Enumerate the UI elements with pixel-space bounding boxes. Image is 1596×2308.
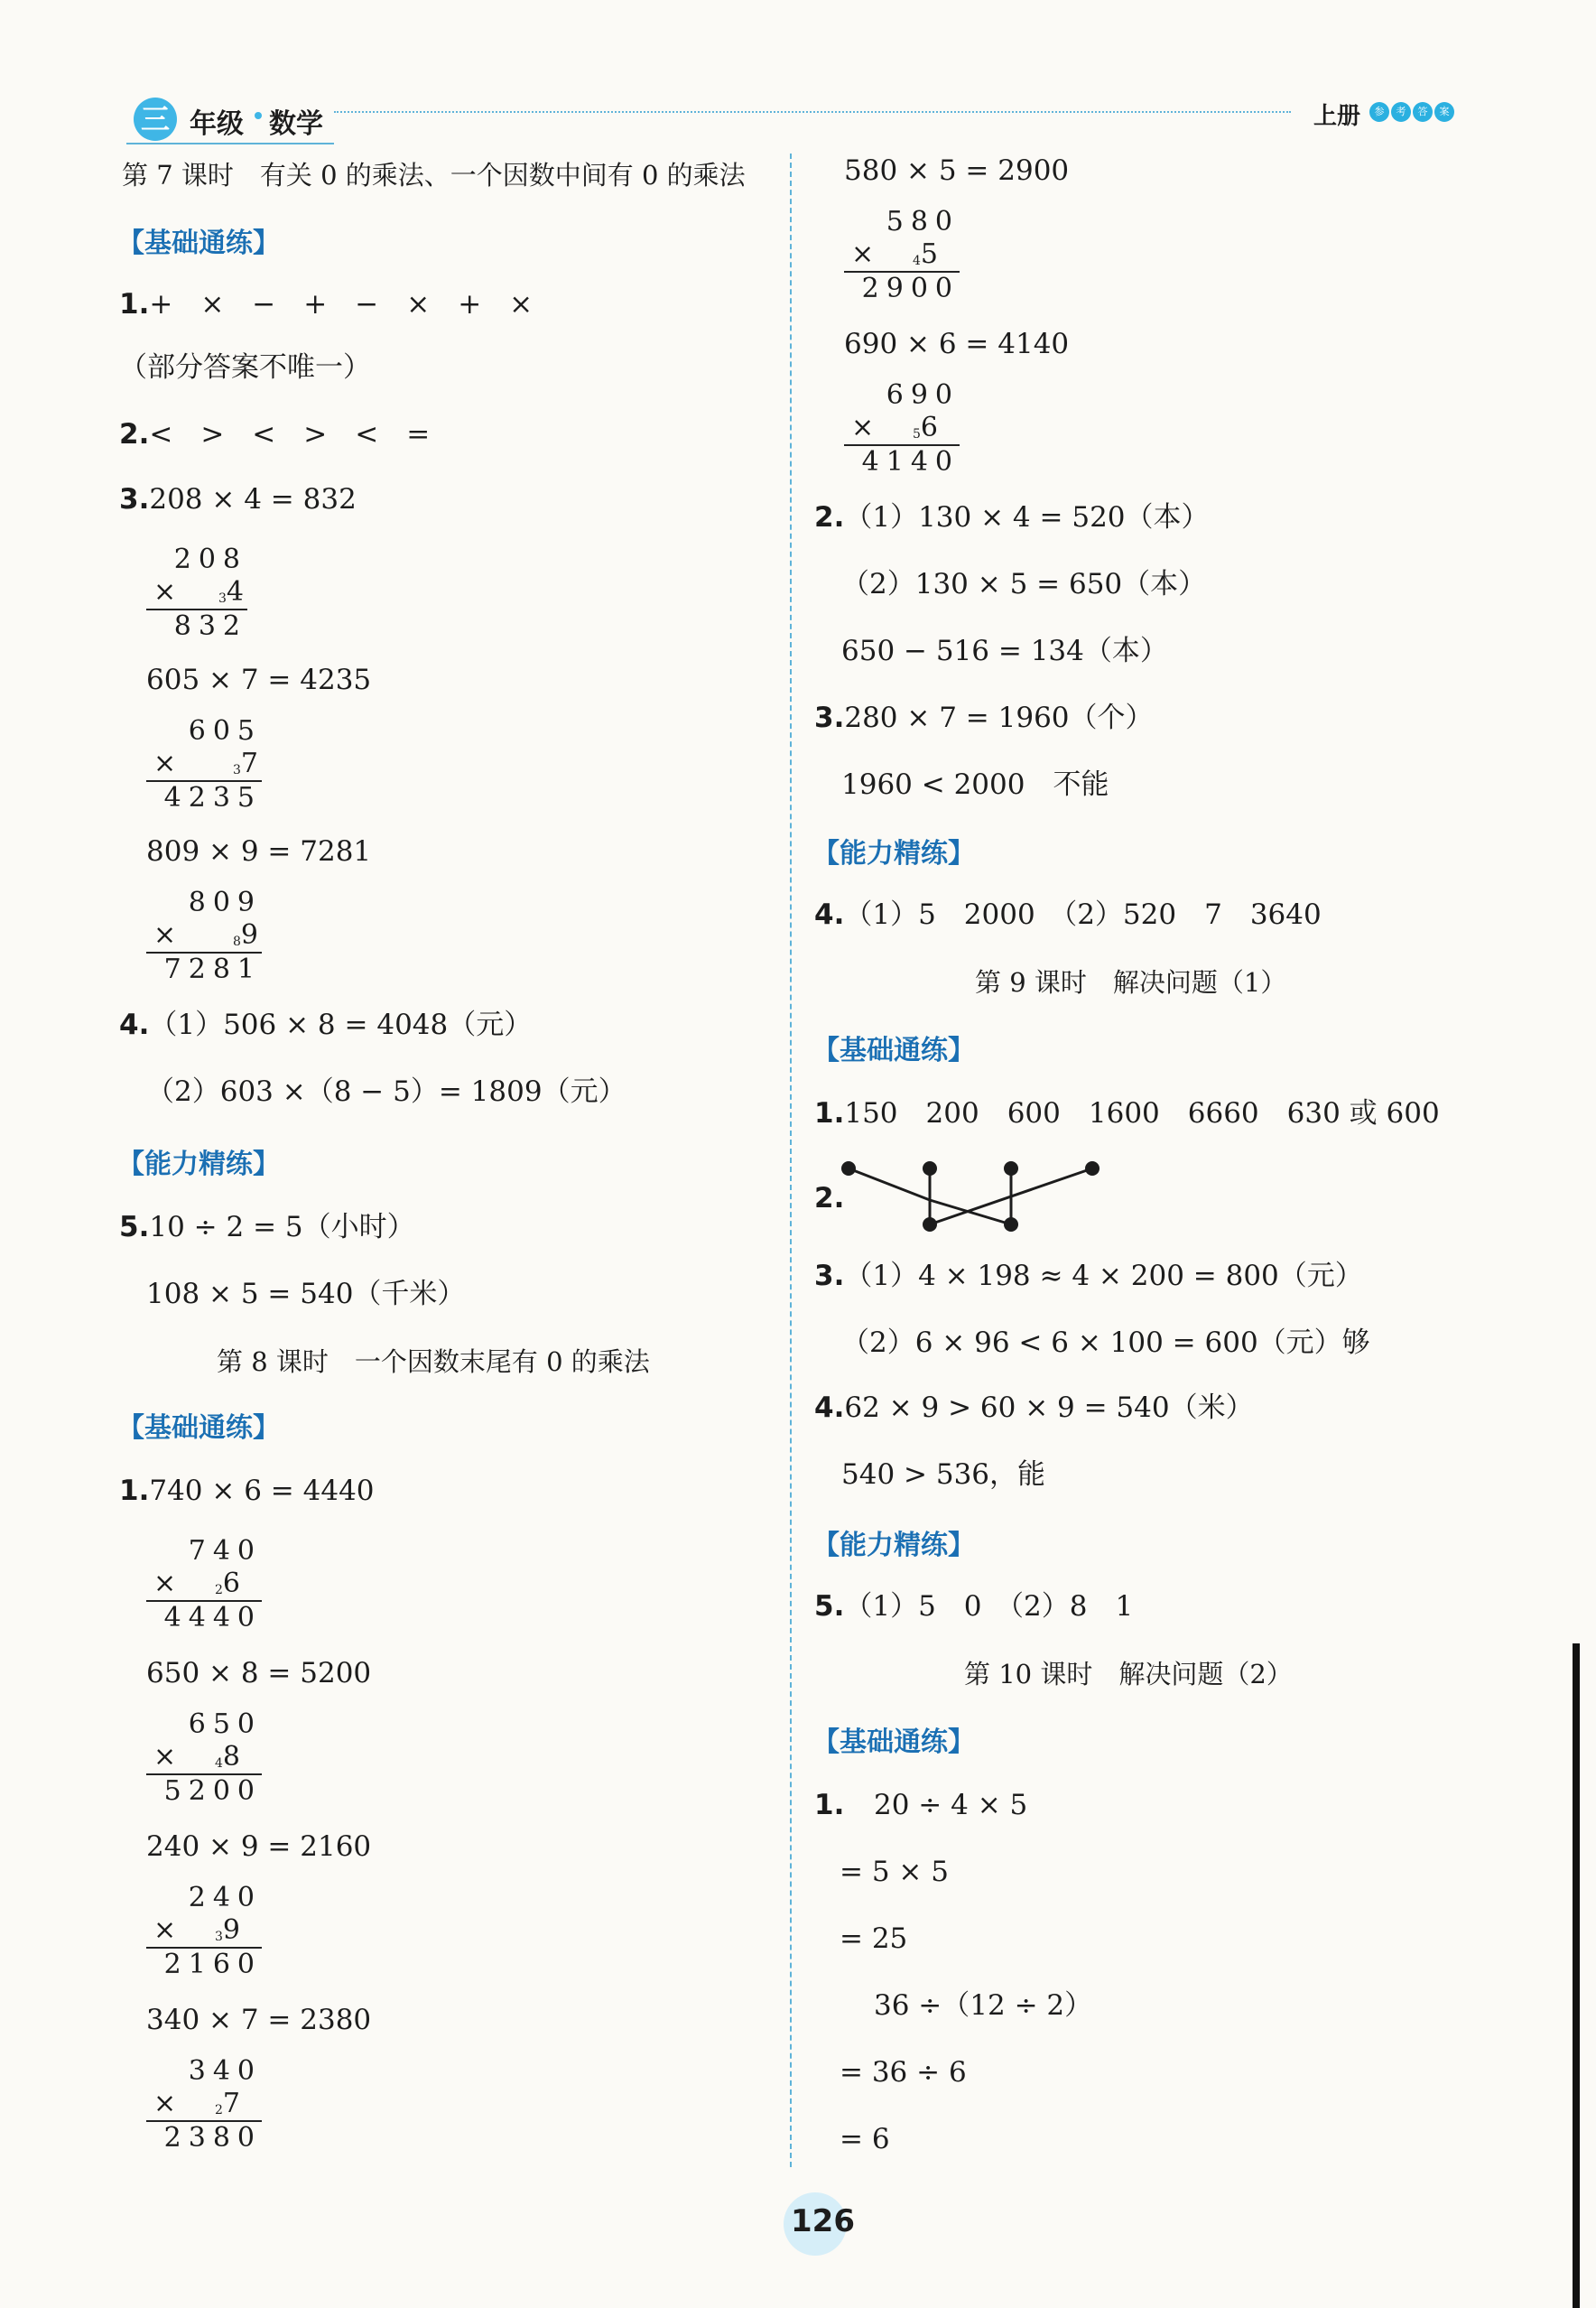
product: 4440 — [146, 1600, 262, 1634]
product: 7281 — [146, 952, 262, 986]
question-number: 2. — [814, 1182, 845, 1214]
question-number: 3. — [814, 1260, 845, 1292]
badge-char: 考 — [1391, 102, 1411, 122]
match-line — [849, 1168, 930, 1200]
answer: 10 ÷ 2 = 5（小时） — [149, 1211, 415, 1243]
multiplier-row — [146, 576, 247, 609]
answer: 540 > 536，能 — [841, 1458, 1046, 1491]
carry: 5 — [912, 427, 921, 442]
multiplier-row — [146, 2088, 262, 2120]
equation: 240 × 9 = 2160 — [146, 1830, 372, 1863]
answer: < > < > < = — [149, 418, 431, 451]
multiplier-row — [844, 412, 960, 444]
product: 5200 — [146, 1773, 262, 1808]
match-dot — [841, 1161, 856, 1176]
multiplier-row — [146, 919, 262, 952]
vertical-multiplication — [146, 544, 247, 643]
answer: （1）506 × 8 = 4048（元） — [149, 1009, 533, 1041]
answer: （2）6 × 96 < 6 × 100 = 600（元）够 — [841, 1326, 1370, 1359]
times-sign: × — [153, 1741, 177, 1773]
question-1 — [814, 1096, 1440, 1131]
carry: 4 — [912, 254, 921, 268]
times-sign: × — [851, 238, 875, 270]
question-4 — [814, 898, 1322, 932]
badge-char: 案 — [1434, 102, 1454, 122]
multiplicand: 340 — [188, 2055, 262, 2087]
equation: 208 × 4 = 832 — [149, 483, 357, 516]
multiplier-row — [146, 1741, 262, 1773]
step: 36 ÷（12 ÷ 2） — [874, 1989, 1093, 2022]
carry: 3 — [218, 591, 227, 606]
multiplicand: 809 — [188, 887, 262, 918]
question-5 — [119, 1210, 415, 1244]
question-number: 1. — [119, 288, 150, 321]
carry: 8 — [232, 935, 241, 949]
product: 4235 — [146, 780, 262, 814]
question-4 — [814, 1391, 1254, 1425]
matching-diagram — [840, 1159, 1110, 1232]
equation: 340 × 7 = 2380 — [146, 2004, 372, 2036]
grade-badge: 三 — [134, 98, 177, 141]
multiplier: 6 — [920, 412, 938, 443]
answer: （1）5 2000 （2）520 7 3640 — [844, 898, 1322, 931]
question-2 — [119, 417, 430, 451]
header-rule — [334, 111, 1291, 113]
multiplier: 6 — [222, 1568, 240, 1599]
section-basic-practice: 【基础通练】 — [117, 228, 280, 259]
page-number: 126 — [791, 2203, 855, 2239]
lesson-8-title: 第 8 课时 一个因数末尾有 0 的乘法 — [217, 1346, 650, 1377]
answer: + × − + − × + × — [149, 288, 534, 321]
match-dot — [1085, 1161, 1100, 1176]
times-sign: × — [153, 748, 177, 779]
edge-mark — [1573, 1643, 1580, 2308]
multiplier: 9 — [240, 919, 258, 951]
question-number: 2. — [814, 501, 845, 534]
header-underline — [126, 143, 334, 144]
badge-char: 参 — [1369, 102, 1389, 122]
vertical-multiplication — [146, 1882, 262, 1981]
answer-key-badge — [1368, 101, 1454, 122]
carry: 4 — [214, 1756, 223, 1771]
vertical-multiplication — [146, 887, 262, 986]
multiplier: 9 — [222, 1914, 240, 1946]
answer-note: （部分答案不唯一） — [119, 351, 371, 384]
section-basic-practice: 【基础通练】 — [812, 1035, 975, 1066]
question-number: 3. — [119, 483, 150, 516]
multiplier: 8 — [222, 1741, 240, 1773]
question-3 — [814, 1259, 1363, 1293]
vertical-multiplication — [844, 379, 960, 479]
multiplicand: 240 — [188, 1882, 262, 1913]
equation: 605 × 7 = 4235 — [146, 664, 372, 696]
answer: （2）130 × 5 = 650（本） — [841, 568, 1207, 600]
vertical-multiplication — [146, 715, 262, 814]
question-number: 2. — [119, 418, 150, 451]
question-1 — [119, 287, 533, 321]
vertical-multiplication — [146, 1708, 262, 1808]
answer: （1）5 0 （2）8 1 — [844, 1590, 1134, 1623]
answer: 150 200 600 1600 6660 630 或 600 — [844, 1097, 1440, 1130]
equation: 690 × 6 = 4140 — [844, 328, 1070, 360]
step: = 25 — [840, 1922, 908, 1955]
equation: 809 × 9 = 7281 — [146, 835, 372, 868]
question-number: 4. — [814, 1391, 845, 1424]
carry: 2 — [214, 2103, 223, 2117]
question-2 — [814, 500, 1210, 535]
carry: 2 — [214, 1583, 223, 1597]
carry: 3 — [232, 763, 241, 777]
answer: 1960 < 2000 不能 — [841, 768, 1109, 801]
lesson-10-title: 第 10 课时 解决问题（2） — [964, 1659, 1293, 1689]
answer: （1）4 × 198 ≈ 4 × 200 = 800（元） — [844, 1260, 1363, 1292]
question-number: 1. — [814, 1789, 845, 1821]
badge-char: 答 — [1413, 102, 1433, 122]
match-dot — [1004, 1161, 1018, 1176]
volume-label: 上册 — [1313, 103, 1361, 130]
lesson-9-title: 第 9 课时 解决问题（1） — [975, 967, 1287, 998]
times-sign: × — [153, 2088, 177, 2119]
answer: 280 × 7 = 1960（个） — [844, 702, 1154, 734]
column-divider — [790, 154, 792, 2167]
question-number: 3. — [814, 702, 845, 734]
multiplier-row — [844, 238, 960, 271]
carry: 3 — [214, 1930, 223, 1944]
times-sign: × — [153, 919, 177, 951]
multiplicand: 650 — [188, 1708, 262, 1740]
match-dot — [923, 1217, 937, 1232]
question-number: 1. — [119, 1475, 150, 1507]
equation: 740 × 6 = 4440 — [149, 1475, 375, 1507]
section-ability-practice: 【能力精练】 — [812, 1530, 975, 1561]
multiplicand: 208 — [173, 544, 247, 575]
answer: 650 − 516 = 134（本） — [841, 635, 1168, 667]
match-dot — [1004, 1217, 1018, 1232]
multiplicand: 605 — [188, 715, 262, 747]
grade-label: 年级 — [190, 108, 244, 140]
question-3 — [119, 482, 357, 517]
multiplier-row — [146, 1914, 262, 1947]
product: 2900 — [844, 271, 960, 305]
question-3 — [814, 701, 1154, 735]
dot-separator — [255, 112, 262, 119]
step: = 6 — [840, 2123, 890, 2155]
step: = 5 × 5 — [840, 1856, 949, 1888]
equation: 580 × 5 = 2900 — [844, 154, 1070, 187]
multiplier-row — [146, 1568, 262, 1600]
product: 2160 — [146, 1947, 262, 1981]
lesson-7-title: 第 7 课时 有关 0 的乘法、一个因数中间有 0 的乘法 — [122, 160, 746, 191]
answer: （1）130 × 4 = 520（本） — [844, 501, 1210, 534]
times-sign: × — [153, 576, 177, 608]
multiplier: 7 — [240, 748, 258, 779]
question-number: 4. — [814, 898, 845, 931]
section-ability-practice: 【能力精练】 — [117, 1149, 280, 1180]
product: 2380 — [146, 2120, 262, 2154]
section-basic-practice: 【基础通练】 — [117, 1412, 280, 1444]
step: = 36 ÷ 6 — [840, 2056, 967, 2089]
product: 832 — [146, 609, 247, 643]
answer: （2）603 ×（8 − 5）= 1809（元） — [146, 1075, 626, 1108]
vertical-multiplication — [844, 206, 960, 305]
answer: 62 × 9 > 60 × 9 = 540（米） — [844, 1391, 1254, 1424]
multiplicand: 580 — [886, 206, 960, 237]
question-number: 5. — [119, 1211, 150, 1243]
question-1 — [119, 1474, 375, 1508]
match-dot — [923, 1161, 937, 1176]
question-number: 4. — [119, 1009, 150, 1041]
subject-label: 数学 — [269, 108, 323, 140]
question-number: 5. — [814, 1590, 845, 1623]
product: 4140 — [844, 444, 960, 479]
section-ability-practice: 【能力精练】 — [812, 838, 975, 870]
equation: 650 × 8 = 5200 — [146, 1657, 372, 1689]
question-number: 1. — [814, 1097, 845, 1130]
multiplier: 7 — [222, 2088, 240, 2119]
times-sign: × — [851, 412, 875, 443]
section-basic-practice: 【基础通练】 — [812, 1726, 975, 1758]
times-sign: × — [153, 1568, 177, 1599]
multiplicand: 690 — [886, 379, 960, 411]
times-sign: × — [153, 1914, 177, 1946]
multiplier-row — [146, 748, 262, 780]
step: 20 ÷ 4 × 5 — [874, 1789, 1028, 1821]
multiplier: 5 — [920, 238, 938, 270]
multiplier: 4 — [226, 576, 244, 608]
question-4 — [119, 1008, 532, 1042]
vertical-multiplication — [146, 2055, 262, 2154]
multiplicand: 740 — [188, 1535, 262, 1567]
question-5 — [814, 1589, 1133, 1624]
answer: 108 × 5 = 540（千米） — [146, 1278, 466, 1310]
vertical-multiplication — [146, 1535, 262, 1634]
